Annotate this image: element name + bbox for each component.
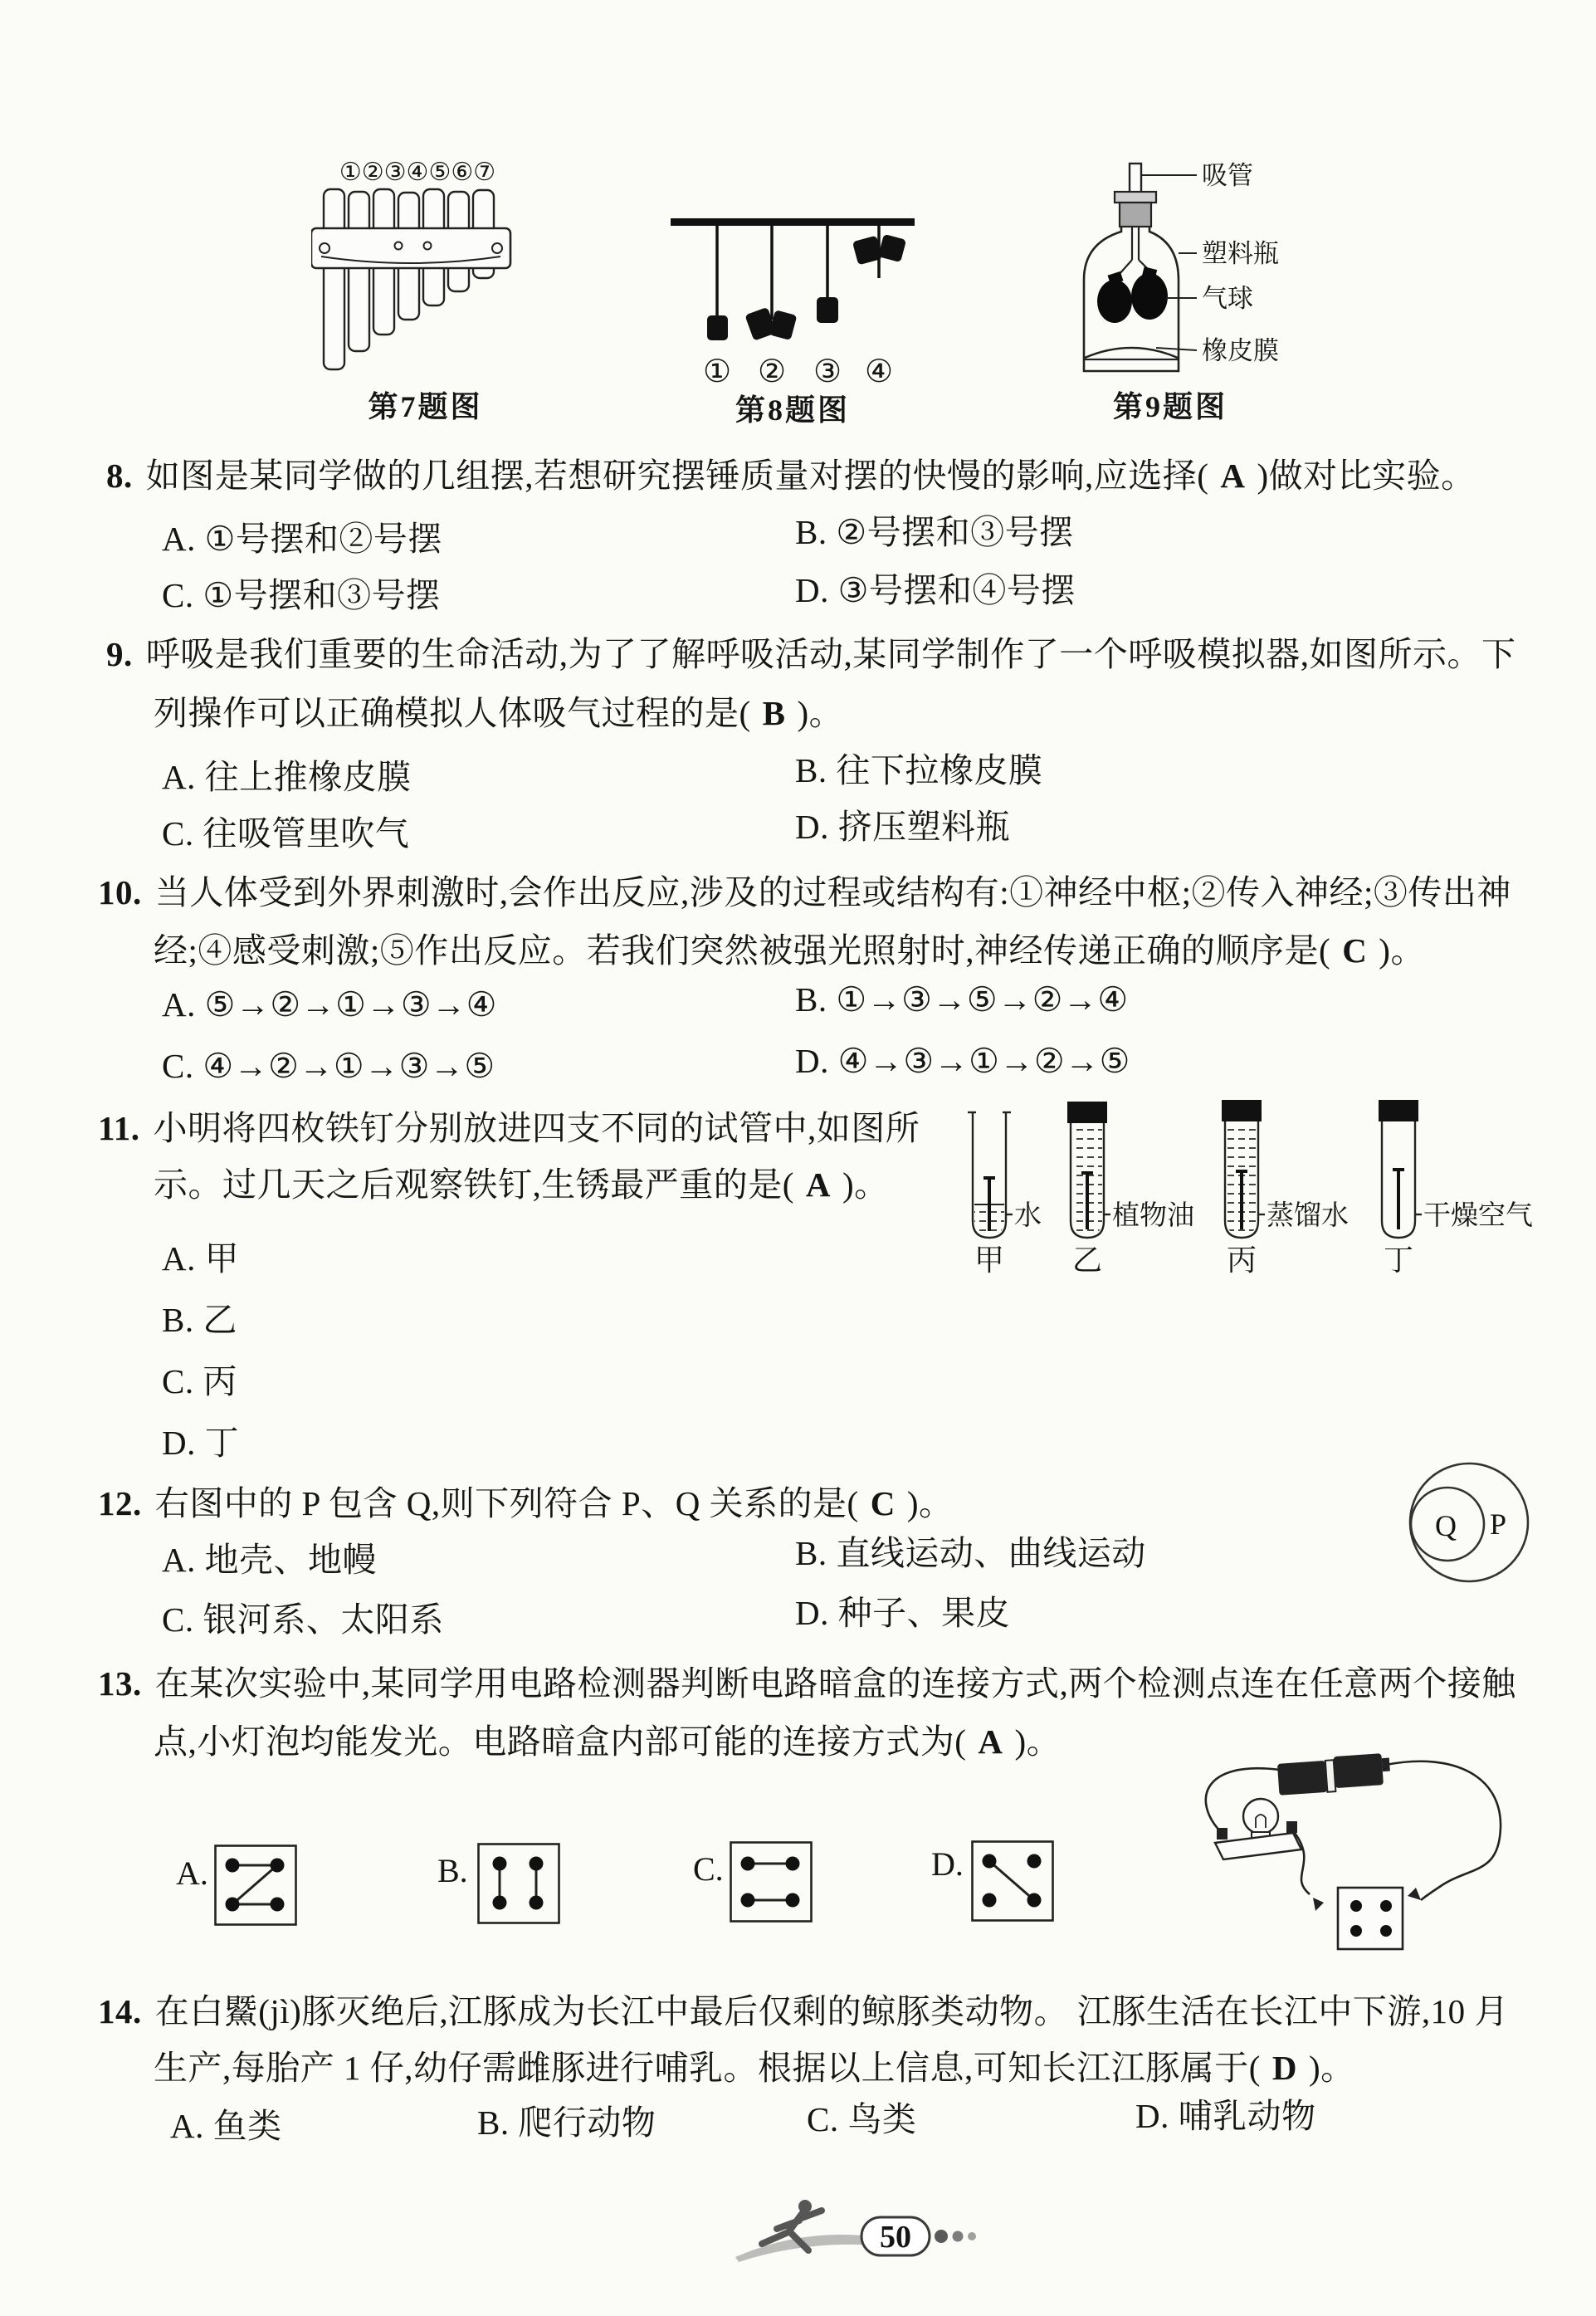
question-11-answer: A (805, 1165, 832, 1204)
fig9-label-balloon: 气球 (1202, 284, 1253, 313)
fig11-tube-ding (1379, 1100, 1422, 1238)
fig7-caption: 第7题图 (368, 390, 483, 423)
q14-option-b: B. 爬行动物 (477, 2103, 656, 2142)
footer-dot-1 (935, 2230, 948, 2243)
q11-option-a: A. 甲 (162, 1239, 240, 1278)
fig9-balloon-right (1131, 273, 1168, 320)
q11-option-c: C. 丙 (162, 1362, 237, 1400)
page-number: 50 (880, 2220, 911, 2255)
question-10-answer: C (1342, 931, 1368, 970)
fig11-label-oil: 植物油 (1112, 1201, 1194, 1231)
question-8-answer: A (1220, 457, 1246, 495)
question-14-stem-line1: 14. 在白鱀(jì)豚灭绝后,江豚成为长江中最后仅剩的鲸豚类动物。 江豚生活在长江中下游,10 月 (98, 1992, 1509, 2030)
q14-option-d: D. 哺乳动物 (1135, 2097, 1316, 2135)
q9-option-a: A. 往上推橡皮膜 (162, 758, 412, 796)
question-10-number: 10. (98, 873, 142, 911)
fig8-support-bar (671, 218, 915, 226)
q12-option-b: B. 直线运动、曲线运动 (795, 1534, 1146, 1572)
fig9-straw (1130, 164, 1141, 193)
question-14-answer: D (1271, 2049, 1298, 2087)
question-11-stem-line2: 示。过几天之后观察铁钉,生锈最严重的是( A )。 (154, 1165, 889, 1204)
q8-option-a: A. ①号摆和②号摆 (162, 520, 442, 558)
question-9-number: 9. (106, 635, 133, 673)
q9-option-b: B. 往下拉橡皮膜 (795, 751, 1043, 789)
fig13-dark-box (1338, 1888, 1403, 1949)
fig13-bulb (1215, 1799, 1301, 1859)
question-13-stem-line2: 点,小灯泡均能发光。电路暗盒内部可能的连接方式为( A )。 (154, 1722, 1062, 1761)
fig12-outer-circle (1410, 1463, 1528, 1581)
q10-option-d: D. ④→③→①→②→⑤ (795, 1042, 1130, 1080)
fig9-label-membrane: 橡皮膜 (1202, 336, 1279, 365)
fig8-label-1: ① (702, 354, 732, 389)
q13-option-c-box (730, 1841, 813, 1923)
q13-option-d-box (971, 1840, 1054, 1922)
question-12-answer: C (870, 1484, 896, 1522)
fig8-bob-4b (878, 234, 906, 262)
fig8-bob-1 (707, 315, 728, 340)
q10-option-a: A. ⑤→②→①→③→④ (162, 985, 497, 1024)
fig13-batteries (1277, 1753, 1392, 1796)
question-13-stem-line1: 13. 在某次实验中,某同学用电路检测器判断电路暗盒的连接方式,两个检测点连在任意两个接触 (98, 1664, 1516, 1703)
q13-option-a-box (214, 1844, 297, 1926)
fig11-test-tubes-illustration (946, 1098, 1577, 1277)
q12-option-a: A. 地壳、地幔 (162, 1541, 378, 1579)
q8-option-b: B. ②号摆和③号摆 (795, 513, 1074, 551)
question-9-stem-line1: 9. 呼吸是我们重要的生命活动,为了了解呼吸活动,某同学制作了一个呼吸模拟器,如图所示。下 (106, 635, 1516, 673)
q11-option-d: D. 丁 (162, 1424, 240, 1462)
question-11-stem-line1: 11. 小明将四枚铁钉分别放进四支不同的试管中,如图所 (98, 1109, 920, 1147)
fig8-pendulums-illustration (660, 208, 925, 394)
question-14-number: 14. (98, 1992, 142, 2030)
q13-option-a-label: A. (176, 1854, 208, 1892)
fig11-name-bing: 丙 (1226, 1244, 1257, 1277)
fig11-label-distilled: 蒸馏水 (1267, 1201, 1349, 1231)
question-10-stem-line1: 10. 当人体受到外界刺激时,会作出反应,涉及的过程或结构有:①神经中枢;②传入神经;③传出神 (98, 873, 1511, 911)
q10-option-c: C. ④→②→①→③→⑤ (162, 1047, 495, 1085)
fig9-label-bottle: 塑料瓶 (1202, 239, 1279, 268)
q13-option-d-label: D. (931, 1845, 964, 1883)
fig11-label-water: 水 (1014, 1201, 1042, 1231)
fig11-tube-yi (1067, 1102, 1110, 1238)
q12-option-d: D. 种子、果皮 (795, 1594, 1011, 1632)
q14-option-c: C. 鸟类 (807, 2100, 917, 2138)
fig8-label-2: ② (757, 354, 787, 389)
fig7-panflute-illustration (311, 152, 539, 384)
q9-option-c: C. 往吸管里吹气 (162, 814, 410, 853)
fig11-name-yi: 乙 (1071, 1244, 1103, 1277)
fig13-circuit-tester-illustration (1145, 1712, 1594, 1986)
question-8-number: 8. (106, 457, 133, 495)
fig9-label-straw: 吸管 (1202, 162, 1253, 190)
question-10-stem-line2: 经;④感受刺激;⑤作出反应。若我们突然被强光照射时,神经传递正确的顺序是( C )。 (154, 931, 1425, 970)
fig8-label-3: ③ (813, 354, 842, 389)
fig7-strap (311, 228, 510, 268)
fig11-name-jia: 甲 (974, 1244, 1005, 1277)
q8-option-d: D. ③号摆和④号摆 (795, 571, 1076, 609)
question-11-number: 11. (98, 1109, 140, 1147)
fig9-breathing-model-illustration (1071, 162, 1345, 379)
question-8-stem: 8. 如图是某同学做的几组摆,若想研究摆锤质量对摆的快慢的影响,应选择( A )做对比实验。 (106, 457, 1476, 495)
q13-option-c-label: C. (693, 1850, 724, 1888)
question-12-stem: 12. 右图中的 P 包含 Q,则下列符合 P、Q 关系的是( C )。 (98, 1484, 954, 1522)
fig8-label-4: ④ (864, 354, 894, 389)
q8-option-c: C. ①号摆和③号摆 (162, 576, 441, 614)
q9-option-d: D. 挤压塑料瓶 (795, 808, 1011, 846)
fig8-bob-3 (817, 297, 838, 323)
fig12-venn-diagram (1404, 1461, 1533, 1584)
q13-option-b-box (477, 1843, 560, 1924)
fig11-tube-bing (1222, 1100, 1265, 1238)
fig11-label-dry-air: 干燥空气 (1423, 1201, 1533, 1231)
q12-option-c: C. 银河系、太阳系 (162, 1600, 444, 1639)
page-footer (729, 2196, 978, 2262)
fig11-name-ding: 丁 (1383, 1244, 1414, 1277)
question-14-stem-line2: 生产,每胎产 1 仔,幼仔需雌豚进行哺乳。根据以上信息,可知长江江豚属于( D )。 (154, 2049, 1355, 2087)
fig12-label-p: P (1489, 1507, 1507, 1541)
question-13-answer: A (978, 1722, 1003, 1761)
question-12-number: 12. (98, 1484, 142, 1522)
question-13-number: 13. (98, 1664, 142, 1703)
fig9-stopper (1120, 203, 1151, 227)
question-9-stem-line2: 列操作可以正确模拟人体吸气过程的是( B )。 (154, 694, 844, 732)
q13-option-b-label: B. (437, 1852, 468, 1889)
footer-dot-3 (968, 2232, 976, 2240)
question-9-answer: B (762, 694, 786, 732)
fig9-balloon-left (1097, 280, 1132, 323)
fig9-rubber-membrane (1085, 348, 1178, 358)
q10-option-b: B. ①→③→⑤→②→④ (795, 980, 1129, 1019)
fig7-tube-numbers: ①②③④⑤⑥⑦ (339, 159, 496, 186)
fig9-caption: 第9题图 (1112, 390, 1228, 423)
fig8-caption: 第8题图 (735, 393, 850, 427)
q11-option-b: B. 乙 (162, 1301, 237, 1339)
footer-dot-2 (953, 2231, 964, 2242)
q14-option-a: A. 鱼类 (170, 2107, 282, 2145)
fig11-tube-jia (968, 1112, 1013, 1238)
fig12-label-q: Q (1435, 1509, 1457, 1542)
